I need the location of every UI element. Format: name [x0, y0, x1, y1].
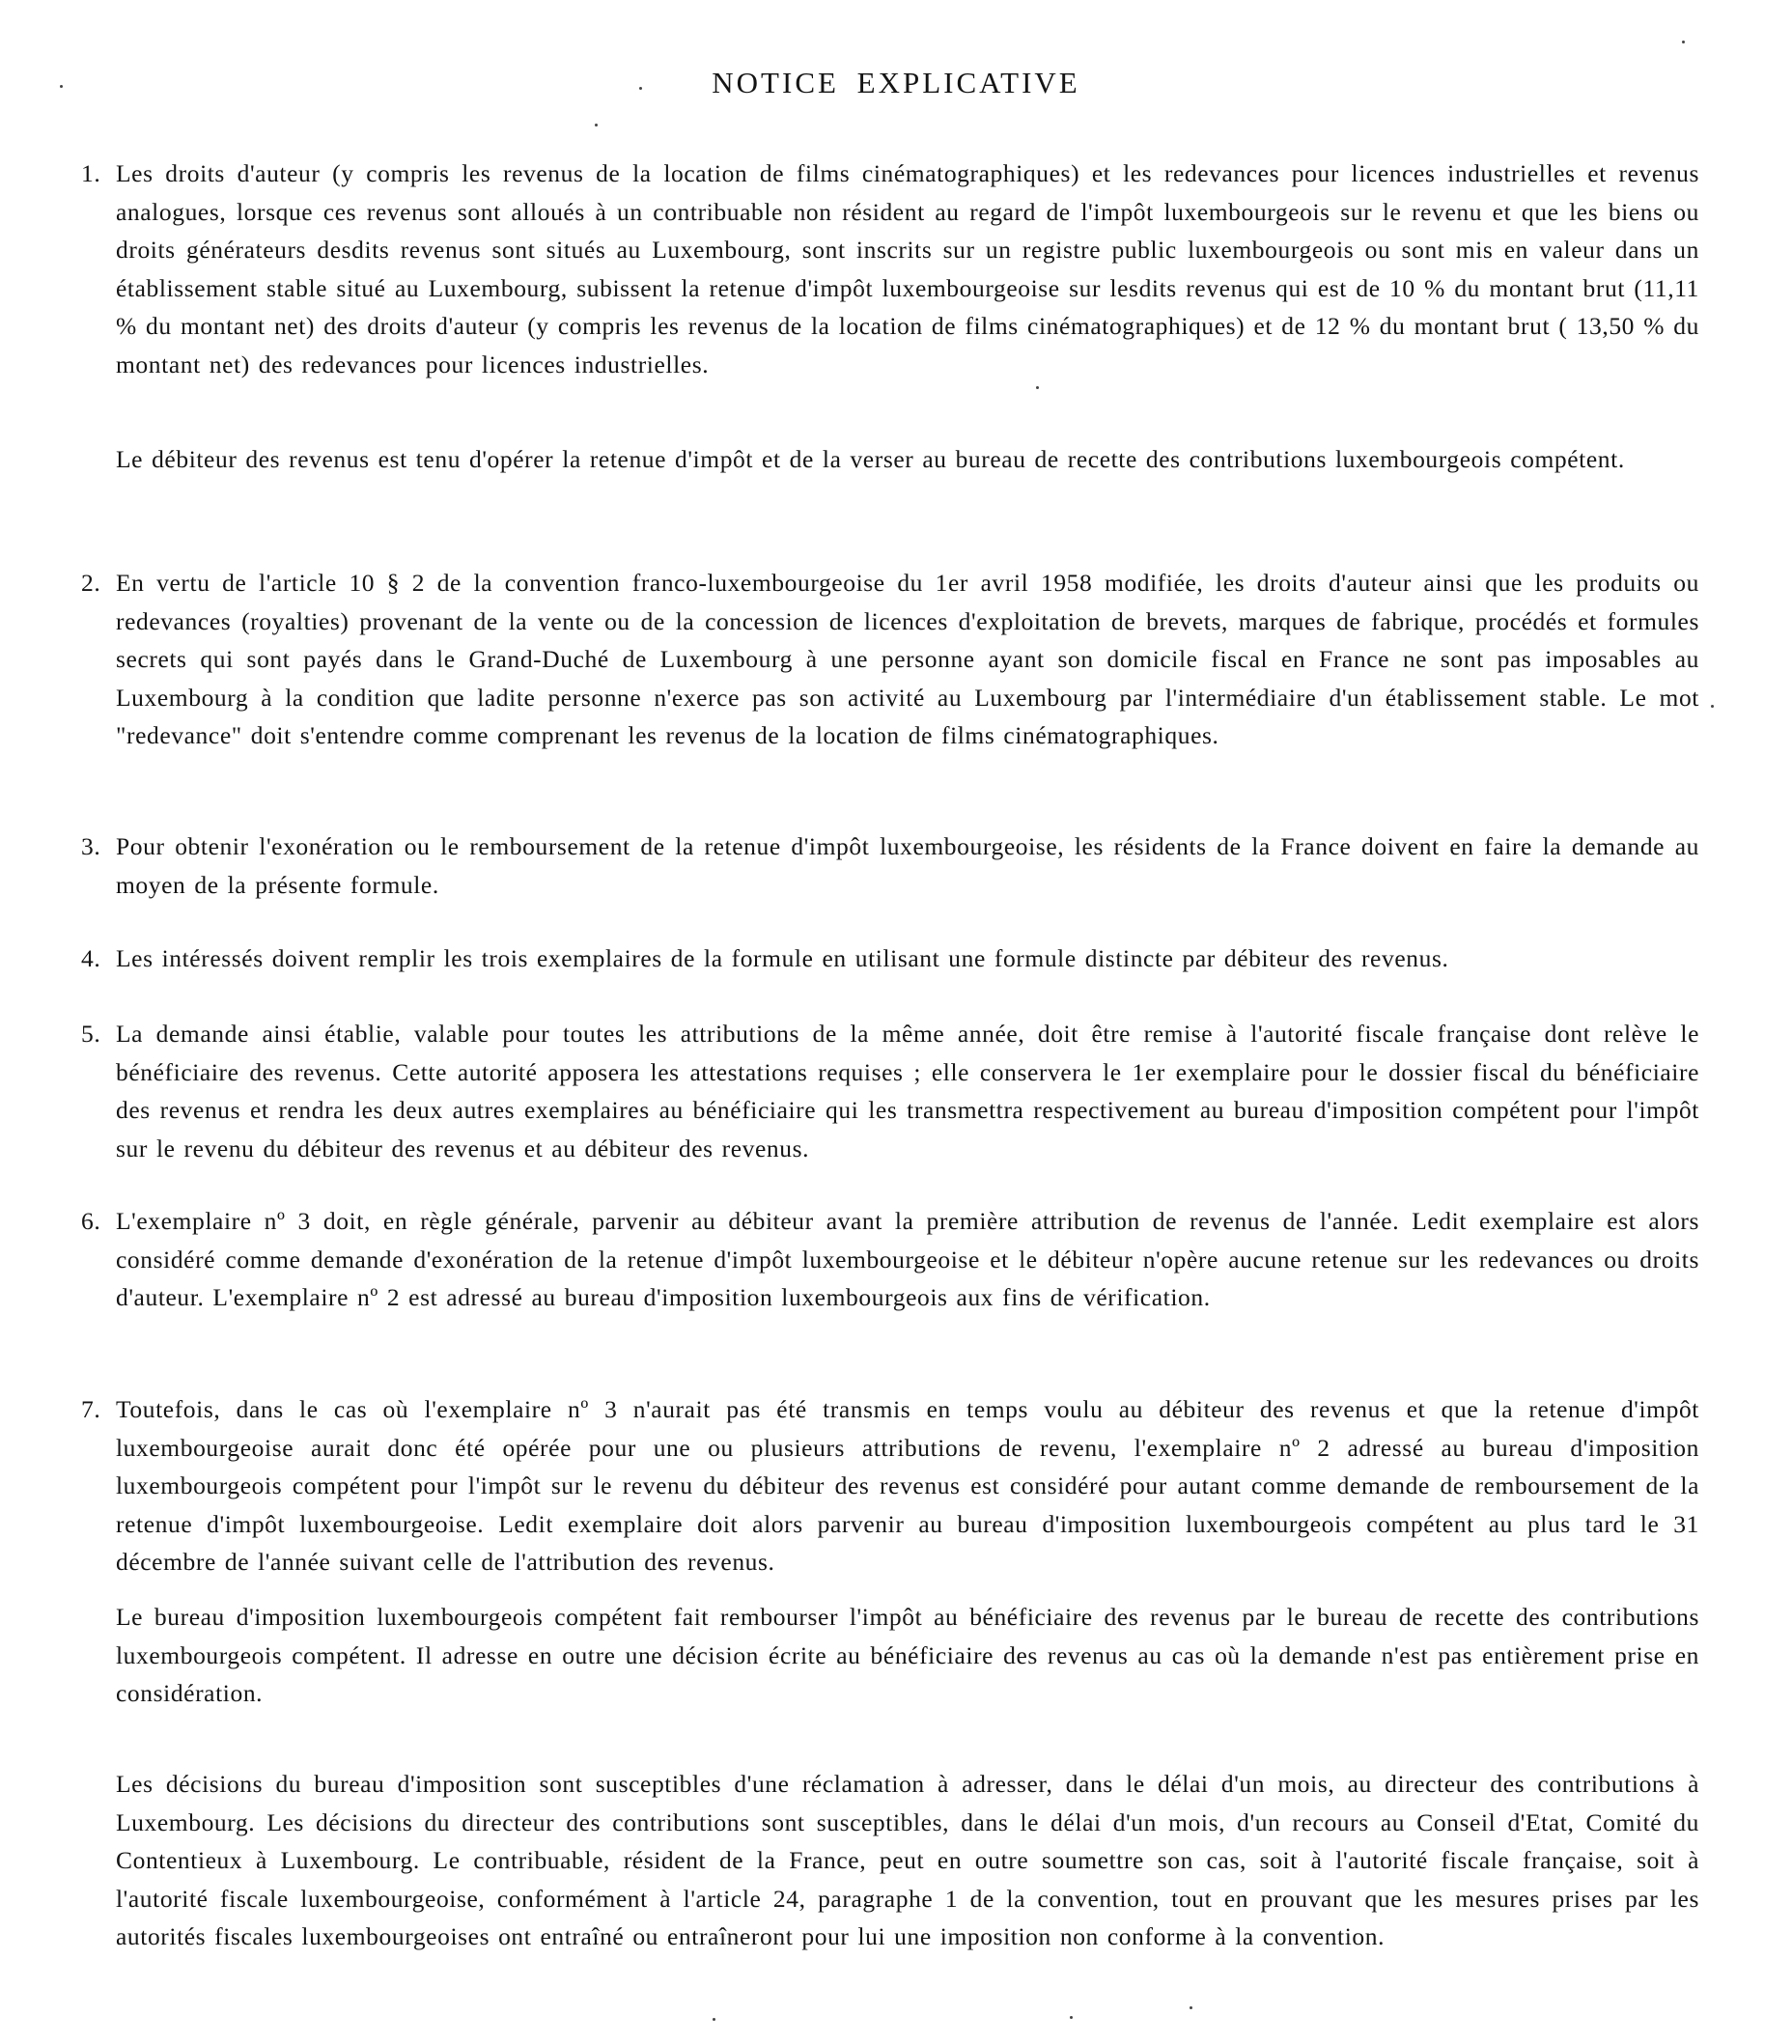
paragraph-number: 3.: [81, 832, 101, 860]
paragraph-7: [81, 1390, 1699, 1582]
paragraph-text: Les intéressés doivent remplir les trois exemplaires de la formule en utilisant une formule distincte par débiteur des revenus.: [116, 944, 1449, 972]
paragraph-3: [81, 827, 1699, 904]
page-title: NOTICE EXPLICATIVE: [712, 66, 1080, 99]
paragraph-number: 2.: [81, 569, 101, 597]
paragraph-2: [81, 564, 1699, 755]
scan-speck: [60, 85, 63, 88]
paragraph-text: En vertu de l'article 10 § 2 de la convention franco-luxembourgeoise du 1er avril 1958 modifiée, les droits d'auteur ainsi que les produits ou redevances (royalties) provenant de la vente ou de la concession de licences d'exploitation de brevets, marques de fabrique, procédés et formules secrets qui sont payés dans le Grand-Duché de Luxembourg à une personne ayant son domicile fiscal en France ne sont pas imposables au Luxembourg à la condition que ladite personne n'exerce pas son activité au Luxembourg par l'intermédiaire d'un établissement stable. Le mot "redevance" doit s'entendre comme comprenant les revenus de la location de films cinématographiques.: [116, 569, 1699, 749]
paragraph-7-continued: [81, 1598, 1699, 1713]
scan-speck: [1682, 41, 1685, 43]
paragraph-text: Les décisions du bureau d'imposition sont susceptibles d'une réclamation à adresser, dans le délai d'un mois, au directeur des contributions à Luxembourg. Les décisions du directeur des contributions sont susceptibles, dans le délai d'un mois, d'un recours au Conseil d'Etat, Comité du Contentieux à Luxembourg. Le contribuable, résident de la France, peut en outre soumettre son cas, soit à l'autorité fiscale française, soit à l'autorité fiscale luxembourgeoise, conformément à l'article 24, paragraphe 1 de la convention, tout en prouvant que les mesures prises par les autorités fiscales luxembourgeoises ont entraîné ou entraîneront pour lui une imposition non conforme à la convention.: [116, 1770, 1699, 1950]
scan-speck: [1190, 2006, 1192, 2009]
scan-speck: [1070, 2016, 1073, 2019]
paragraph-1-continued: [81, 440, 1699, 479]
paragraph-number: 4.: [81, 944, 101, 972]
paragraph-number: 5.: [81, 1020, 101, 1048]
paragraph-text: Le bureau d'imposition luxembourgeois compétent fait rembourser l'impôt au bénéficiaire des revenus par le bureau de recette des contributions luxembourgeois compétent. Il adresse en outre une décision écrite au bénéficiaire des revenus au cas où la demande n'est pas entièrement prise en considération.: [116, 1603, 1699, 1707]
paragraph-text: L'exemplaire nº 3 doit, en règle générale, parvenir au débiteur avant la première attribution de revenus de l'année. Ledit exemplaire est alors considéré comme demande d'exonération de la retenue d'impôt luxembourgeoise et le débiteur n'opère aucune retenue sur les redevances ou droits d'auteur. L'exemplaire nº 2 est adressé au bureau d'imposition luxembourgeois aux fins de vérification.: [116, 1207, 1699, 1311]
paragraph-6: [81, 1202, 1699, 1317]
paragraph-5: [81, 1015, 1699, 1167]
scan-speck: [595, 124, 598, 126]
scan-speck: [1036, 386, 1039, 389]
paragraph-text: La demande ainsi établie, valable pour toutes les attributions de la même année, doit être remise à l'autorité fiscale française dont relève le bénéficiaire des revenus. Cette autorité apposera les attestations requises ; elle conservera le 1er exemplaire pour le dossier fiscal du bénéficiaire des revenus et rendra les deux autres exemplaires au bénéficiaire qui les transmettra respectivement au bureau d'imposition compétent pour l'impôt sur le revenu du débiteur des revenus et au débiteur des revenus.: [116, 1020, 1699, 1162]
paragraph-1: [81, 154, 1699, 383]
paragraph-text: Toutefois, dans le cas où l'exemplaire nº 3 n'aurait pas été transmis en temps voulu au débiteur des revenus et que la retenue d'impôt luxembourgeoise aurait donc été opérée pour une ou plusieurs attributions de revenu, l'exemplaire nº 2 adressé au bureau d'imposition luxembourgeois compétent pour l'impôt sur le revenu du débiteur des revenus est considéré pour autant comme demande de remboursement de la retenue d'impôt luxembourgeoise. Ledit exemplaire doit alors parvenir au bureau d'imposition luxembourgeois compétent au plus tard le 31 décembre de l'année suivant celle de l'attribution des revenus.: [116, 1395, 1699, 1576]
scan-speck: [639, 87, 642, 90]
paragraph-appeals: [81, 1765, 1699, 1956]
paragraph-text: Les droits d'auteur (y compris les revenus de la location de films cinématographiques) et les redevances pour licences industrielles et revenus analogues, lorsque ces revenus sont alloués à un contribuable non résident au regard de l'impôt luxembourgeois sur le revenu et que les biens ou droits générateurs desdits revenus sont situés au Luxembourg, sont inscrits sur un registre public luxembourgeois ou sont mis en valeur dans un établissement stable situé au Luxembourg, subissent la retenue d'impôt luxembourgeoise sur lesdits revenus qui est de 10 % du montant brut (11,11 % du montant net) des droits d'auteur (y compris les revenus de la location de films cinématographiques) et de 12 % du montant brut ( 13,50 % du montant net) des redevances pour licences industrielles.: [116, 159, 1699, 378]
scan-speck: [1711, 705, 1714, 708]
paragraph-number: 1.: [81, 159, 101, 187]
paragraph-number: 7.: [81, 1395, 101, 1423]
paragraph-4: [81, 939, 1699, 978]
scan-speck: [713, 2018, 715, 2021]
paragraph-number: 6.: [81, 1207, 101, 1235]
paragraph-text: Le débiteur des revenus est tenu d'opérer la retenue d'impôt et de la verser au bureau de recette des contributions luxembourgeois compétent.: [116, 445, 1625, 473]
paragraph-text: Pour obtenir l'exonération ou le remboursement de la retenue d'impôt luxembourgeoise, les résidents de la France doivent en faire la demande au moyen de la présente formule.: [116, 832, 1699, 899]
